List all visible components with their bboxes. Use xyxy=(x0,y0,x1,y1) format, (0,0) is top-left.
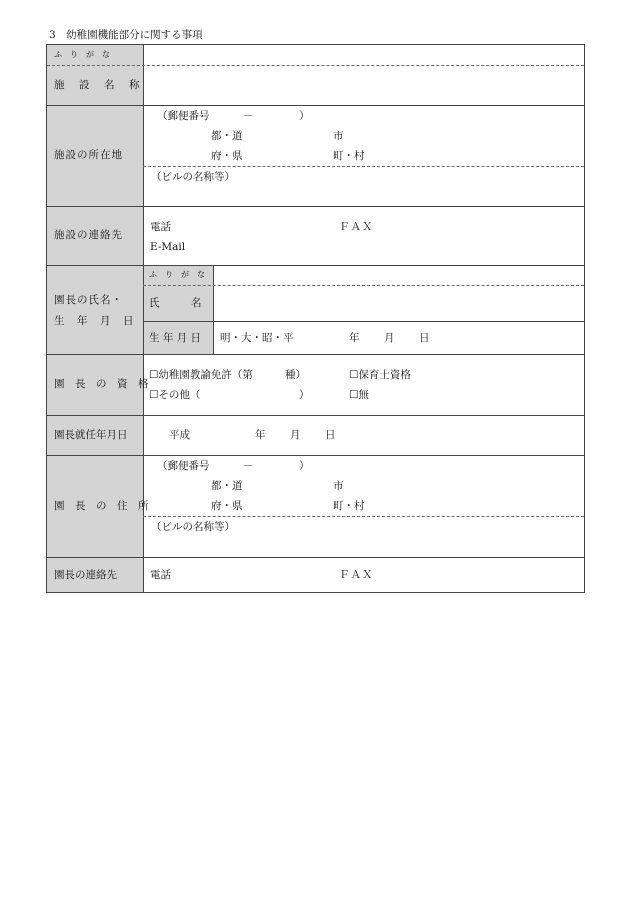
shi: 市 xyxy=(333,130,344,142)
postal-close: ） xyxy=(299,460,310,472)
cho-son: 町・村 xyxy=(333,500,365,512)
director-appointment-label: 園長就任年月日 xyxy=(54,429,128,441)
cho-son: 町・村 xyxy=(333,150,365,162)
postal-open: （郵便番号 xyxy=(157,110,210,122)
director-contact-label: 園長の連絡先 xyxy=(54,569,117,581)
row-divider xyxy=(47,265,584,266)
row-divider xyxy=(47,206,584,207)
to-do: 都・道 xyxy=(211,480,243,492)
postal-open: （郵便番号 xyxy=(157,460,210,472)
director-name-birth-label-line2: 生 年 月 日 xyxy=(54,315,135,327)
birth-month: 月 xyxy=(384,332,395,344)
director-name-birth-label-line1: 園長の氏名・ xyxy=(54,294,123,306)
facility-contact-label: 施設の連絡先 xyxy=(54,229,123,241)
sub-column-divider xyxy=(213,265,214,354)
birth-year: 年 xyxy=(349,332,360,344)
other-close: ） xyxy=(299,389,310,401)
email-label: E-Mail xyxy=(150,241,186,253)
to-do: 都・道 xyxy=(211,130,243,142)
appointment-day: 日 xyxy=(325,429,336,441)
facility-address-label: 施設の所在地 xyxy=(54,149,123,161)
kindergarten-info-form xyxy=(46,44,585,593)
row-divider xyxy=(47,557,584,558)
license-kind: 種） xyxy=(285,369,306,381)
tel-label: 電話 xyxy=(150,221,171,233)
none-checkbox-label: ☐無 xyxy=(349,389,369,401)
fax-label: ＦＡＸ xyxy=(339,569,374,581)
row-divider xyxy=(143,321,584,322)
director-address-label: 園 長 の 住 所 xyxy=(54,500,149,512)
director-furigana-label: ふ り が な xyxy=(149,270,205,279)
building-name: （ビルの名称等） xyxy=(151,521,235,533)
director-name-label: 氏 名 xyxy=(149,297,202,309)
facility-name-label: 施 設 名 称 xyxy=(54,79,142,91)
birth-day: 日 xyxy=(419,332,430,344)
row-divider xyxy=(47,354,584,355)
shi: 市 xyxy=(333,480,344,492)
postal-close: ） xyxy=(299,110,310,122)
row-divider xyxy=(47,415,584,416)
building-divider xyxy=(143,166,584,167)
fu-ken: 府・県 xyxy=(211,500,243,512)
fax-label: ＦＡＸ xyxy=(339,221,374,233)
birth-era: 明・大・昭・平 xyxy=(220,332,294,344)
fu-ken: 府・県 xyxy=(211,150,243,162)
appointment-month: 月 xyxy=(290,429,301,441)
row-divider xyxy=(47,105,584,106)
appointment-year: 年 xyxy=(255,429,266,441)
furigana-label: ふ り が な xyxy=(54,50,110,59)
director-qualification-label: 園 長 の 資 格 xyxy=(54,378,149,390)
section-title: 3 幼稚園機能部分に関する事項 xyxy=(49,29,203,41)
row-divider xyxy=(47,455,584,456)
director-birthdate-label: 生 年 月 日 xyxy=(149,332,202,344)
appointment-era: 平成 xyxy=(169,429,190,441)
postal-dash: － xyxy=(243,110,254,122)
other-checkbox-label: ☐その他（ xyxy=(149,389,201,401)
postal-dash: － xyxy=(243,460,254,472)
furigana-divider xyxy=(143,285,584,286)
building-divider xyxy=(143,516,584,517)
license-checkbox-label: ☐幼稚園教諭免許（第 xyxy=(149,369,253,381)
nursery-checkbox-label: ☐保育士資格 xyxy=(349,369,411,381)
tel-label: 電話 xyxy=(150,569,171,581)
furigana-divider xyxy=(47,65,584,66)
building-name: （ビルの名称等） xyxy=(151,171,235,183)
